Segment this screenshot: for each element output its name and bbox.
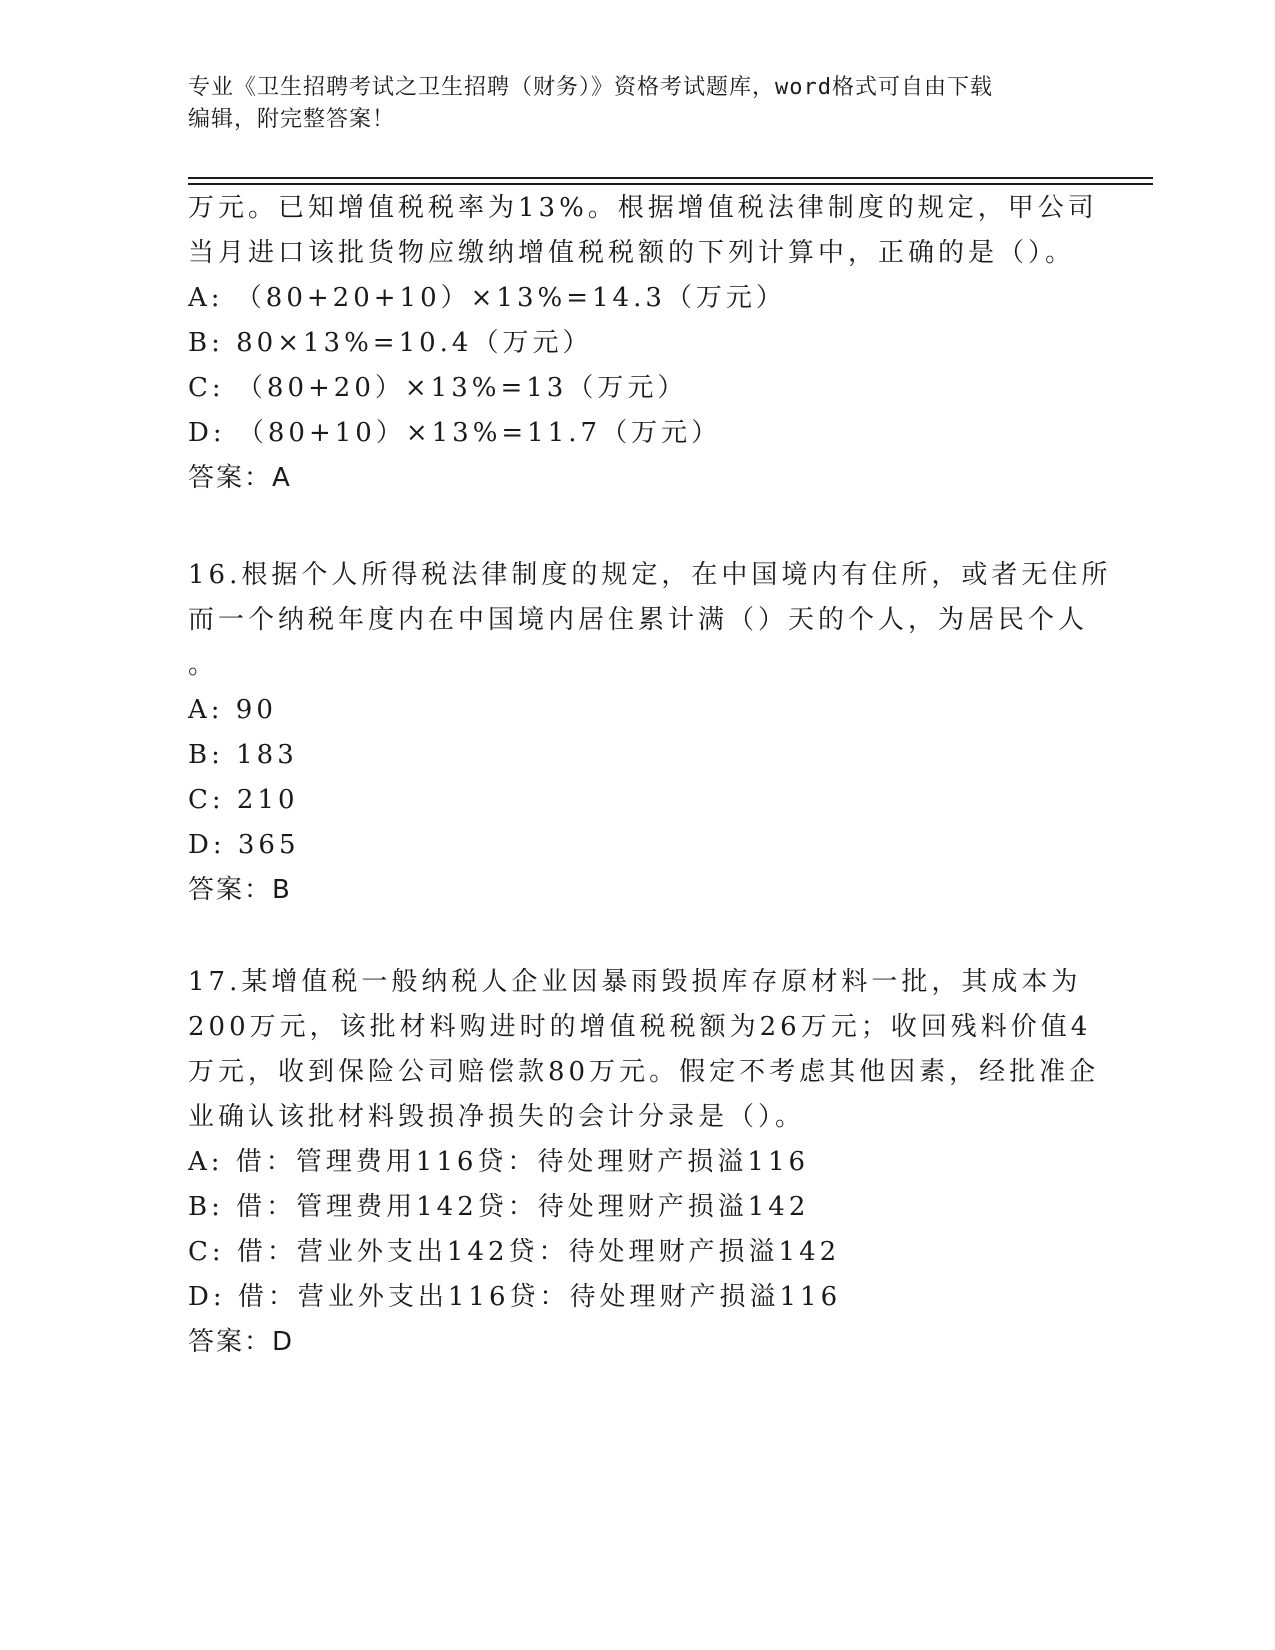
question-stem-line: 17.某增值税一般纳税人企业因暴雨毁损库存原材料一批，其成本为	[188, 967, 1082, 997]
header-line-2: 编辑，附完整答案！	[188, 107, 396, 132]
question-stem-line: 而一个纳税年度内在中国境内居住累计满（）天的个人，为居民个人	[188, 605, 1089, 635]
option-c: C: 借：营业外支出142贷：待处理财产损溢142	[188, 1237, 841, 1267]
question-block-17	[188, 960, 1100, 1365]
question-stem-line: 万元。已知增值税税率为13%。根据增值税法律制度的规定，甲公司	[188, 193, 1098, 223]
header-divider-top	[188, 177, 1153, 179]
question-stem-line: 。	[188, 650, 219, 680]
question-block-15	[188, 186, 1098, 501]
option-b: B: 借：管理费用142贷：待处理财产损溢142	[188, 1192, 810, 1222]
option-d: D: 借：营业外支出116贷：待处理财产损溢116	[188, 1282, 842, 1312]
question-stem-line: 业确认该批材料毁损净损失的会计分录是（）。	[188, 1102, 806, 1132]
option-a: A: （80+20+10）×13%=14.3（万元）	[188, 283, 786, 313]
answer-label: 答案：B	[188, 875, 292, 905]
question-stem-line: 200万元，该批材料购进时的增值税税额为26万元；收回残料价值4	[188, 1012, 1092, 1042]
option-b: B: 80×13%=10.4（万元）	[188, 328, 593, 358]
question-stem-line: 万元，收到保险公司赔偿款80万元。假定不考虑其他因素，经批准企	[188, 1057, 1100, 1087]
option-a: A: 借：管理费用116贷：待处理财产损溢116	[188, 1147, 810, 1177]
answer-label: 答案：A	[188, 463, 292, 493]
document-header	[188, 72, 1088, 136]
answer-label: 答案：D	[188, 1327, 295, 1357]
header-line-1: 专业《卫生招聘考试之卫生招聘（财务）》资格考试题库，word格式可自由下载	[188, 75, 993, 100]
question-block-16	[188, 553, 1112, 913]
question-stem-line: 16.根据个人所得税法律制度的规定，在中国境内有住所，或者无住所	[188, 560, 1112, 590]
option-d: D: 365	[188, 830, 300, 860]
option-b: B: 183	[188, 740, 298, 770]
option-c: C: 210	[188, 785, 299, 815]
question-stem-line: 当月进口该批货物应缴纳增值税税额的下列计算中，正确的是（）。	[188, 238, 1076, 268]
option-c: C: （80+20）×13%=13（万元）	[188, 373, 688, 403]
option-a: A: 90	[188, 695, 277, 725]
option-d: D: （80+10）×13%=11.7（万元）	[188, 418, 722, 448]
header-divider-bottom	[188, 183, 1153, 185]
